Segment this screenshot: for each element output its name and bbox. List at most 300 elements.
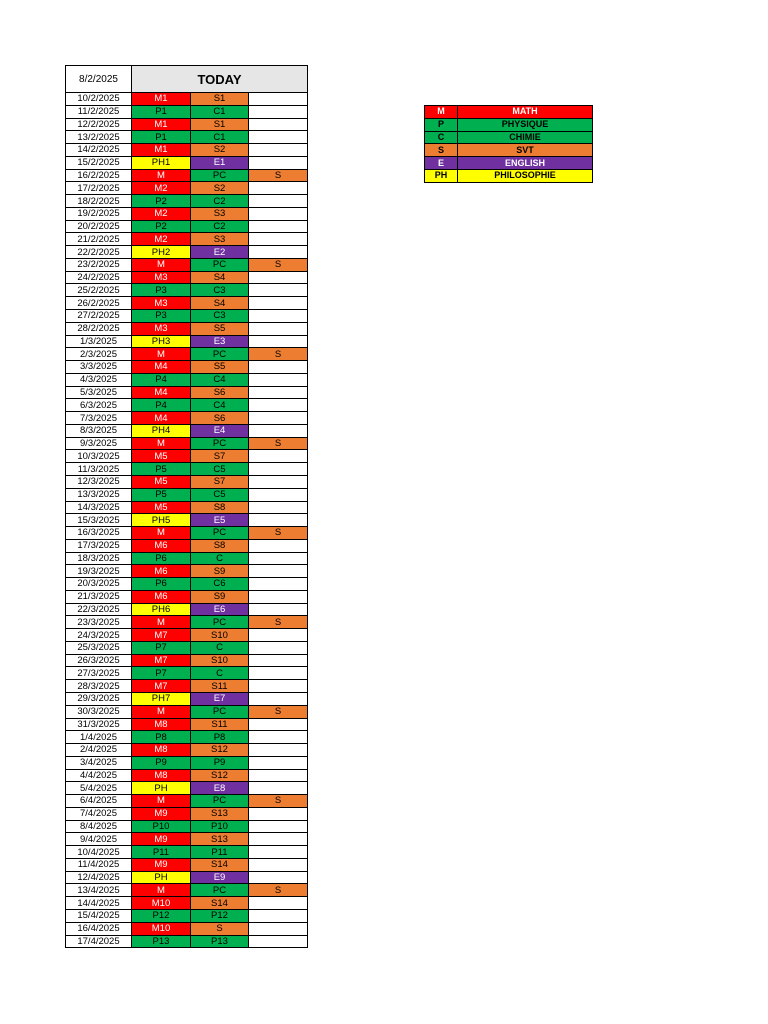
subject-cell-2[interactable]: S5 (191, 322, 249, 335)
subject-cell-3[interactable] (249, 144, 308, 157)
subject-cell-3[interactable]: S (249, 705, 308, 718)
subject-cell-2[interactable]: C3 (191, 284, 249, 297)
date-cell[interactable]: 5/3/2025 (66, 386, 132, 399)
date-cell[interactable]: 29/3/2025 (66, 692, 132, 705)
subject-cell-2[interactable]: S9 (191, 565, 249, 578)
date-cell[interactable]: 31/3/2025 (66, 718, 132, 731)
subject-cell-1[interactable]: PH3 (132, 335, 191, 348)
subject-cell-2[interactable]: S14 (191, 858, 249, 871)
legend-code: P (425, 118, 458, 131)
subject-cell-3[interactable] (249, 246, 308, 259)
subject-cell-1[interactable]: P1 (132, 105, 191, 118)
subject-cell-1[interactable]: M (132, 258, 191, 271)
subject-cell-2[interactable]: P10 (191, 820, 249, 833)
date-cell[interactable]: 15/4/2025 (66, 910, 132, 923)
subject-cell-2[interactable]: PC (191, 169, 249, 182)
subject-cell-3[interactable] (249, 475, 308, 488)
subject-cell-2[interactable]: S10 (191, 629, 249, 642)
subject-cell-1[interactable]: PH5 (132, 514, 191, 527)
subject-cell-2[interactable]: E6 (191, 603, 249, 616)
subject-cell-3[interactable] (249, 463, 308, 476)
subject-cell-3[interactable] (249, 373, 308, 386)
subject-cell-3[interactable] (249, 412, 308, 425)
subject-cell-1[interactable]: M5 (132, 450, 191, 463)
schedule-row (66, 335, 308, 348)
date-cell[interactable]: 8/4/2025 (66, 820, 132, 833)
subject-cell-3[interactable]: S (249, 348, 308, 361)
legend-row (425, 106, 593, 119)
today-row (66, 66, 308, 93)
subject-cell-3[interactable] (249, 782, 308, 795)
subject-cell-2[interactable]: S4 (191, 297, 249, 310)
subject-cell-2[interactable]: C (191, 667, 249, 680)
date-cell[interactable]: 15/2/2025 (66, 156, 132, 169)
schedule-row (66, 93, 308, 106)
subject-cell-2[interactable]: S11 (191, 718, 249, 731)
date-cell[interactable]: 19/2/2025 (66, 207, 132, 220)
schedule-row (66, 565, 308, 578)
subject-cell-1[interactable]: P1 (132, 131, 191, 144)
subject-cell-1[interactable]: M8 (132, 744, 191, 757)
subject-cell-2[interactable]: C3 (191, 310, 249, 323)
subject-cell-1[interactable]: M7 (132, 654, 191, 667)
subject-cell-3[interactable] (249, 935, 308, 948)
subject-cell-2[interactable]: S10 (191, 654, 249, 667)
date-cell[interactable]: 4/4/2025 (66, 769, 132, 782)
today-label-cell[interactable]: TODAY (132, 66, 308, 93)
subject-cell-3[interactable] (249, 386, 308, 399)
subject-cell-3[interactable] (249, 718, 308, 731)
date-cell[interactable]: 13/4/2025 (66, 884, 132, 897)
subject-cell-3[interactable] (249, 488, 308, 501)
subject-cell-1[interactable]: M8 (132, 718, 191, 731)
schedule-row (66, 807, 308, 820)
subject-cell-1[interactable]: M (132, 527, 191, 540)
subject-cell-3[interactable] (249, 182, 308, 195)
subject-cell-3[interactable] (249, 233, 308, 246)
schedule-row (66, 424, 308, 437)
subject-cell-3[interactable] (249, 335, 308, 348)
date-cell[interactable]: 16/4/2025 (66, 922, 132, 935)
date-cell[interactable]: 16/2/2025 (66, 169, 132, 182)
subject-cell-2[interactable]: S7 (191, 475, 249, 488)
subject-cell-2[interactable]: PC (191, 258, 249, 271)
subject-cell-2[interactable]: C2 (191, 195, 249, 208)
subject-cell-2[interactable]: S1 (191, 118, 249, 131)
subject-cell-2[interactable]: E2 (191, 246, 249, 259)
subject-cell-1[interactable]: M10 (132, 922, 191, 935)
today-date-cell[interactable]: 8/2/2025 (66, 66, 132, 93)
subject-cell-1[interactable]: M6 (132, 590, 191, 603)
date-cell[interactable]: 23/2/2025 (66, 258, 132, 271)
subject-cell-2[interactable]: S7 (191, 450, 249, 463)
schedule-row (66, 667, 308, 680)
schedule-row (66, 641, 308, 654)
subject-cell-3[interactable]: S (249, 795, 308, 808)
subject-cell-2[interactable]: S2 (191, 144, 249, 157)
subject-cell-2[interactable]: E1 (191, 156, 249, 169)
subject-cell-3[interactable] (249, 552, 308, 565)
date-cell[interactable]: 27/3/2025 (66, 667, 132, 680)
subject-cell-1[interactable]: M (132, 348, 191, 361)
subject-cell-1[interactable]: P3 (132, 310, 191, 323)
date-cell[interactable]: 20/2/2025 (66, 220, 132, 233)
date-cell[interactable]: 6/3/2025 (66, 399, 132, 412)
legend-row (425, 144, 593, 157)
subject-cell-2[interactable]: P11 (191, 846, 249, 859)
date-cell[interactable]: 12/3/2025 (66, 475, 132, 488)
subject-cell-3[interactable] (249, 399, 308, 412)
date-cell[interactable]: 2/3/2025 (66, 348, 132, 361)
subject-cell-2[interactable]: PC (191, 437, 249, 450)
subject-cell-3[interactable] (249, 220, 308, 233)
date-cell[interactable]: 2/4/2025 (66, 744, 132, 757)
subject-cell-1[interactable]: P5 (132, 463, 191, 476)
subject-cell-1[interactable]: P8 (132, 731, 191, 744)
subject-cell-1[interactable]: M5 (132, 501, 191, 514)
schedule-row (66, 488, 308, 501)
date-cell[interactable]: 14/2/2025 (66, 144, 132, 157)
subject-cell-1[interactable]: P3 (132, 284, 191, 297)
subject-cell-1[interactable]: M5 (132, 475, 191, 488)
subject-cell-3[interactable] (249, 310, 308, 323)
date-cell[interactable]: 28/2/2025 (66, 322, 132, 335)
date-cell[interactable]: 25/2/2025 (66, 284, 132, 297)
date-cell[interactable]: 3/3/2025 (66, 361, 132, 374)
schedule-row (66, 539, 308, 552)
subject-cell-1[interactable]: PH (132, 782, 191, 795)
subject-cell-2[interactable]: PC (191, 616, 249, 629)
schedule-row (66, 105, 308, 118)
date-cell[interactable]: 11/4/2025 (66, 858, 132, 871)
subject-cell-2[interactable]: E4 (191, 424, 249, 437)
subject-cell-3[interactable] (249, 629, 308, 642)
subject-cell-3[interactable] (249, 93, 308, 106)
schedule-row (66, 616, 308, 629)
legend-code: M (425, 106, 458, 119)
date-cell[interactable]: 18/3/2025 (66, 552, 132, 565)
subject-cell-1[interactable]: M8 (132, 769, 191, 782)
subject-cell-1[interactable]: M3 (132, 322, 191, 335)
date-cell[interactable]: 9/4/2025 (66, 833, 132, 846)
subject-cell-1[interactable]: M3 (132, 297, 191, 310)
subject-cell-2[interactable]: C4 (191, 373, 249, 386)
schedule-row (66, 144, 308, 157)
schedule-row (66, 246, 308, 259)
schedule-row (66, 578, 308, 591)
subject-cell-3[interactable] (249, 297, 308, 310)
subject-cell-3[interactable] (249, 820, 308, 833)
subject-cell-2[interactable]: P8 (191, 731, 249, 744)
schedule-row (66, 322, 308, 335)
subject-cell-1[interactable]: P12 (132, 910, 191, 923)
subject-cell-2[interactable]: E9 (191, 871, 249, 884)
subject-cell-1[interactable]: M9 (132, 833, 191, 846)
subject-cell-2[interactable]: S12 (191, 769, 249, 782)
subject-cell-3[interactable] (249, 897, 308, 910)
subject-cell-1[interactable]: P6 (132, 578, 191, 591)
date-cell[interactable]: 12/2/2025 (66, 118, 132, 131)
subject-cell-3[interactable] (249, 744, 308, 757)
subject-cell-1[interactable]: M7 (132, 629, 191, 642)
subject-cell-1[interactable]: M6 (132, 539, 191, 552)
subject-cell-3[interactable] (249, 641, 308, 654)
subject-cell-3[interactable]: S (249, 527, 308, 540)
subject-cell-3[interactable]: S (249, 169, 308, 182)
subject-cell-3[interactable] (249, 207, 308, 220)
date-cell[interactable]: 23/3/2025 (66, 616, 132, 629)
subject-cell-2[interactable]: E5 (191, 514, 249, 527)
subject-cell-2[interactable]: PC (191, 527, 249, 540)
schedule-row (66, 182, 308, 195)
date-cell[interactable]: 15/3/2025 (66, 514, 132, 527)
subject-cell-1[interactable]: M1 (132, 118, 191, 131)
subject-cell-1[interactable]: P10 (132, 820, 191, 833)
subject-cell-1[interactable]: PH (132, 871, 191, 884)
subject-cell-3[interactable] (249, 680, 308, 693)
schedule-row (66, 590, 308, 603)
subject-cell-2[interactable]: S8 (191, 501, 249, 514)
date-cell[interactable]: 10/4/2025 (66, 846, 132, 859)
subject-cell-2[interactable]: S8 (191, 539, 249, 552)
subject-cell-3[interactable]: S (249, 258, 308, 271)
subject-cell-1[interactable]: M (132, 169, 191, 182)
subject-cell-3[interactable] (249, 807, 308, 820)
date-cell[interactable]: 16/3/2025 (66, 527, 132, 540)
date-cell[interactable]: 24/2/2025 (66, 271, 132, 284)
schedule-row (66, 756, 308, 769)
legend-row (425, 118, 593, 131)
subject-cell-3[interactable] (249, 450, 308, 463)
date-cell[interactable]: 26/2/2025 (66, 297, 132, 310)
subject-cell-3[interactable] (249, 756, 308, 769)
date-cell[interactable]: 19/3/2025 (66, 565, 132, 578)
subject-cell-2[interactable]: C5 (191, 463, 249, 476)
subject-cell-3[interactable] (249, 578, 308, 591)
subject-cell-1[interactable]: M4 (132, 361, 191, 374)
subject-cell-1[interactable]: P5 (132, 488, 191, 501)
subject-cell-3[interactable] (249, 603, 308, 616)
date-cell[interactable]: 6/4/2025 (66, 795, 132, 808)
subject-cell-1[interactable]: P4 (132, 373, 191, 386)
subject-cell-1[interactable]: M1 (132, 93, 191, 106)
subject-cell-3[interactable]: S (249, 616, 308, 629)
date-cell[interactable]: 13/3/2025 (66, 488, 132, 501)
subject-cell-3[interactable] (249, 846, 308, 859)
subject-cell-1[interactable]: P6 (132, 552, 191, 565)
subject-cell-2[interactable]: S14 (191, 897, 249, 910)
date-cell[interactable]: 17/4/2025 (66, 935, 132, 948)
subject-cell-1[interactable]: M9 (132, 858, 191, 871)
subject-cell-2[interactable]: C2 (191, 220, 249, 233)
subject-cell-2[interactable]: S3 (191, 207, 249, 220)
subject-cell-3[interactable] (249, 131, 308, 144)
date-cell[interactable]: 9/3/2025 (66, 437, 132, 450)
subject-cell-1[interactable]: M4 (132, 386, 191, 399)
subject-cell-3[interactable] (249, 692, 308, 705)
schedule-row (66, 310, 308, 323)
subject-cell-2[interactable]: S3 (191, 233, 249, 246)
subject-cell-3[interactable] (249, 501, 308, 514)
subject-cell-1[interactable]: PH7 (132, 692, 191, 705)
date-cell[interactable]: 11/3/2025 (66, 463, 132, 476)
date-cell[interactable]: 13/2/2025 (66, 131, 132, 144)
subject-cell-2[interactable]: E7 (191, 692, 249, 705)
subject-cell-3[interactable]: S (249, 884, 308, 897)
subject-cell-3[interactable] (249, 539, 308, 552)
subject-cell-2[interactable]: E8 (191, 782, 249, 795)
subject-cell-2[interactable]: C5 (191, 488, 249, 501)
subject-cell-3[interactable] (249, 565, 308, 578)
date-cell[interactable]: 22/2/2025 (66, 246, 132, 259)
subject-cell-3[interactable] (249, 667, 308, 680)
subject-cell-2[interactable]: C6 (191, 578, 249, 591)
subject-cell-3[interactable] (249, 361, 308, 374)
date-cell[interactable]: 7/3/2025 (66, 412, 132, 425)
date-cell[interactable]: 20/3/2025 (66, 578, 132, 591)
subject-cell-2[interactable]: S11 (191, 680, 249, 693)
subject-cell-1[interactable]: P9 (132, 756, 191, 769)
date-cell[interactable]: 21/3/2025 (66, 590, 132, 603)
date-cell[interactable]: 25/3/2025 (66, 641, 132, 654)
subject-cell-1[interactable]: PH4 (132, 424, 191, 437)
date-cell[interactable]: 11/2/2025 (66, 105, 132, 118)
subject-cell-2[interactable]: C (191, 641, 249, 654)
schedule-row (66, 744, 308, 757)
schedule-row (66, 629, 308, 642)
subject-cell-3[interactable] (249, 654, 308, 667)
date-cell[interactable]: 22/3/2025 (66, 603, 132, 616)
subject-cell-1[interactable]: P7 (132, 641, 191, 654)
subject-cell-2[interactable]: PC (191, 705, 249, 718)
date-cell[interactable]: 17/2/2025 (66, 182, 132, 195)
subject-cell-3[interactable] (249, 424, 308, 437)
subject-cell-1[interactable]: M7 (132, 680, 191, 693)
subject-cell-1[interactable]: M (132, 616, 191, 629)
subject-cell-1[interactable]: M (132, 884, 191, 897)
date-cell[interactable]: 10/2/2025 (66, 93, 132, 106)
subject-cell-1[interactable]: P4 (132, 399, 191, 412)
subject-cell-2[interactable]: S2 (191, 182, 249, 195)
subject-cell-3[interactable] (249, 858, 308, 871)
subject-cell-3[interactable] (249, 105, 308, 118)
subject-cell-2[interactable]: S1 (191, 93, 249, 106)
date-cell[interactable]: 4/3/2025 (66, 373, 132, 386)
subject-cell-2[interactable]: PC (191, 884, 249, 897)
subject-cell-1[interactable]: M9 (132, 807, 191, 820)
subject-cell-2[interactable]: P12 (191, 910, 249, 923)
date-cell[interactable]: 10/3/2025 (66, 450, 132, 463)
schedule-row (66, 922, 308, 935)
subject-cell-3[interactable] (249, 284, 308, 297)
subject-cell-2[interactable]: C (191, 552, 249, 565)
subject-cell-1[interactable]: P7 (132, 667, 191, 680)
subject-cell-2[interactable]: S13 (191, 807, 249, 820)
subject-cell-2[interactable]: C4 (191, 399, 249, 412)
schedule-row (66, 846, 308, 859)
date-cell[interactable]: 1/4/2025 (66, 731, 132, 744)
subject-cell-3[interactable] (249, 322, 308, 335)
subject-cell-1[interactable]: PH6 (132, 603, 191, 616)
subject-cell-3[interactable] (249, 731, 308, 744)
subject-cell-3[interactable] (249, 871, 308, 884)
subject-cell-3[interactable] (249, 769, 308, 782)
date-cell[interactable]: 18/2/2025 (66, 195, 132, 208)
schedule-row (66, 118, 308, 131)
subject-cell-1[interactable]: M2 (132, 207, 191, 220)
subject-cell-1[interactable]: P2 (132, 195, 191, 208)
date-cell[interactable]: 5/4/2025 (66, 782, 132, 795)
subject-cell-3[interactable] (249, 118, 308, 131)
subject-cell-1[interactable]: M10 (132, 897, 191, 910)
subject-cell-1[interactable]: PH2 (132, 246, 191, 259)
subject-cell-1[interactable]: M (132, 705, 191, 718)
subject-cell-3[interactable] (249, 590, 308, 603)
subject-cell-2[interactable]: S (191, 922, 249, 935)
subject-cell-3[interactable]: S (249, 437, 308, 450)
subject-cell-1[interactable]: M4 (132, 412, 191, 425)
subject-cell-2[interactable]: P13 (191, 935, 249, 948)
subject-cell-2[interactable]: S5 (191, 361, 249, 374)
date-cell[interactable]: 24/3/2025 (66, 629, 132, 642)
subject-cell-1[interactable]: M3 (132, 271, 191, 284)
subject-cell-2[interactable]: S6 (191, 386, 249, 399)
subject-cell-3[interactable] (249, 271, 308, 284)
subject-cell-2[interactable]: C1 (191, 105, 249, 118)
subject-cell-2[interactable]: E3 (191, 335, 249, 348)
subject-cell-3[interactable] (249, 833, 308, 846)
subject-cell-3[interactable] (249, 195, 308, 208)
subject-cell-3[interactable] (249, 922, 308, 935)
date-cell[interactable]: 26/3/2025 (66, 654, 132, 667)
subject-cell-1[interactable]: PH1 (132, 156, 191, 169)
subject-cell-2[interactable]: S12 (191, 744, 249, 757)
subject-cell-1[interactable]: M1 (132, 144, 191, 157)
date-cell[interactable]: 7/4/2025 (66, 807, 132, 820)
subject-cell-2[interactable]: P9 (191, 756, 249, 769)
date-cell[interactable]: 1/3/2025 (66, 335, 132, 348)
date-cell[interactable]: 8/3/2025 (66, 424, 132, 437)
subject-cell-1[interactable]: M (132, 795, 191, 808)
date-cell[interactable]: 27/2/2025 (66, 310, 132, 323)
date-cell[interactable]: 28/3/2025 (66, 680, 132, 693)
subject-cell-2[interactable]: S13 (191, 833, 249, 846)
date-cell[interactable]: 17/3/2025 (66, 539, 132, 552)
date-cell[interactable]: 14/3/2025 (66, 501, 132, 514)
subject-cell-1[interactable]: P11 (132, 846, 191, 859)
subject-cell-2[interactable]: C1 (191, 131, 249, 144)
subject-cell-2[interactable]: PC (191, 795, 249, 808)
subject-cell-1[interactable]: M2 (132, 182, 191, 195)
subject-cell-1[interactable]: M6 (132, 565, 191, 578)
date-cell[interactable]: 30/3/2025 (66, 705, 132, 718)
subject-cell-3[interactable] (249, 514, 308, 527)
date-cell[interactable]: 12/4/2025 (66, 871, 132, 884)
subject-cell-1[interactable]: M2 (132, 233, 191, 246)
subject-cell-2[interactable]: S9 (191, 590, 249, 603)
subject-cell-2[interactable]: S4 (191, 271, 249, 284)
subject-cell-2[interactable]: PC (191, 348, 249, 361)
subject-cell-1[interactable]: P2 (132, 220, 191, 233)
subject-cell-3[interactable] (249, 910, 308, 923)
subject-cell-1[interactable]: P13 (132, 935, 191, 948)
subject-cell-1[interactable]: M (132, 437, 191, 450)
subject-cell-2[interactable]: S6 (191, 412, 249, 425)
date-cell[interactable]: 21/2/2025 (66, 233, 132, 246)
date-cell[interactable]: 14/4/2025 (66, 897, 132, 910)
subject-cell-3[interactable] (249, 156, 308, 169)
date-cell[interactable]: 3/4/2025 (66, 756, 132, 769)
